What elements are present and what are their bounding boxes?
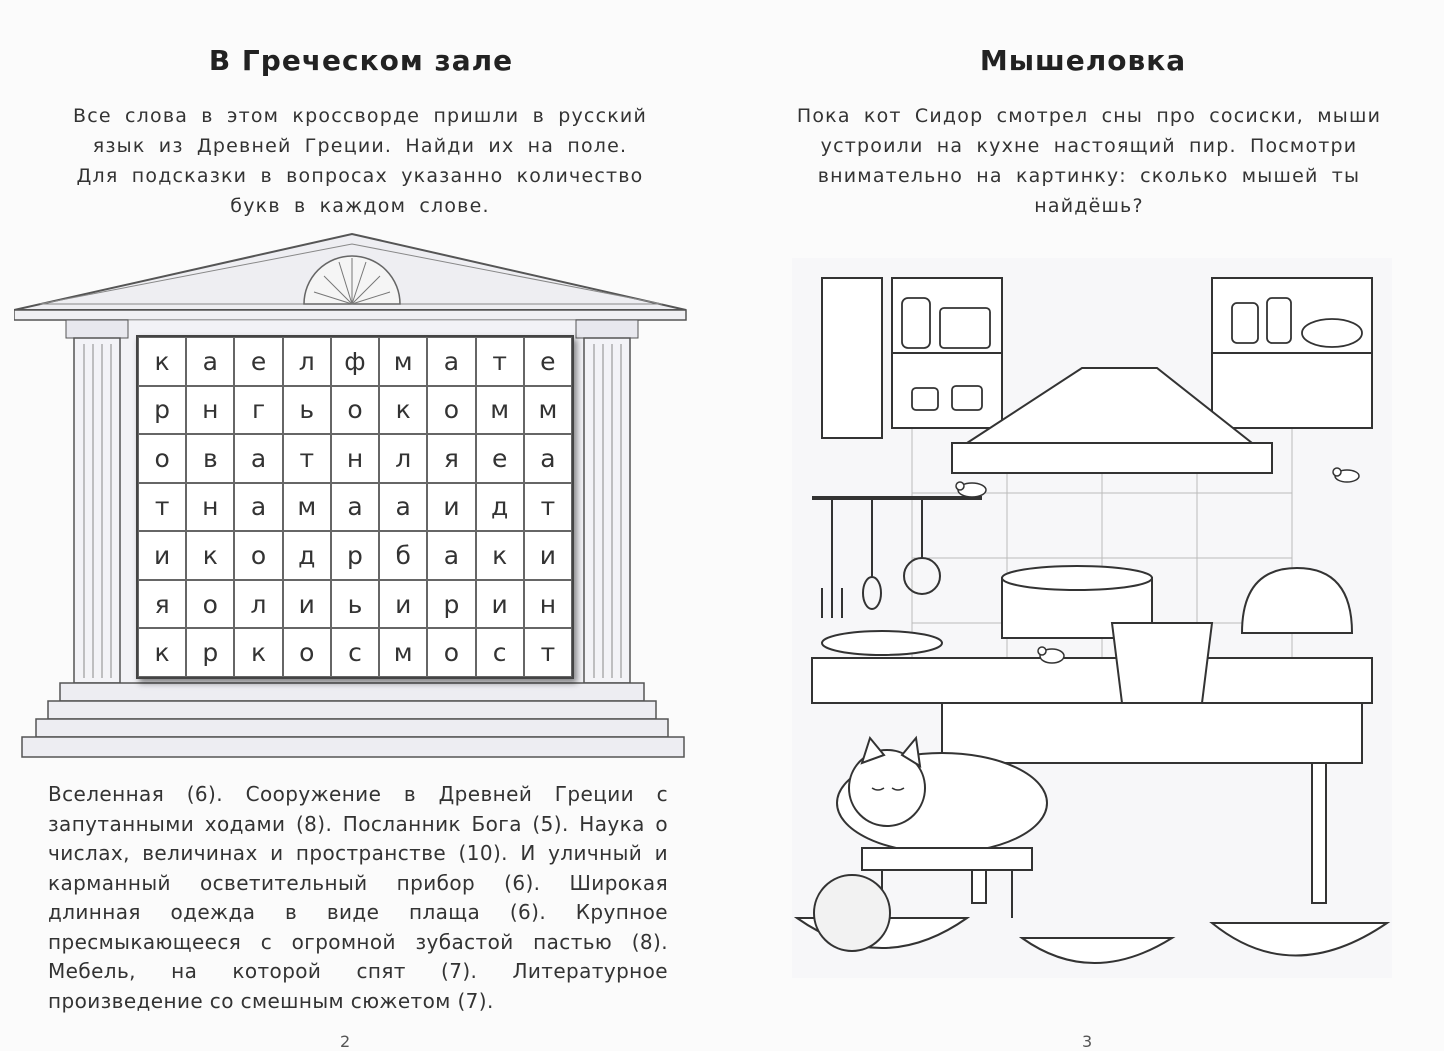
grid-cell: д	[476, 483, 524, 532]
grid-cell: е	[524, 337, 572, 386]
page-number: 3	[1082, 1032, 1093, 1051]
grid-cell: а	[331, 483, 379, 532]
grid-cell: м	[379, 628, 427, 677]
grid-cell: к	[234, 628, 282, 677]
page-number: 2	[340, 1032, 351, 1051]
grid-cell: к	[138, 337, 186, 386]
grid-cell: л	[379, 434, 427, 483]
grid-cell: т	[524, 628, 572, 677]
grid-cell: и	[524, 531, 572, 580]
grid-cell: р	[331, 531, 379, 580]
grid-cell: и	[379, 580, 427, 629]
grid-cell: а	[186, 337, 234, 386]
grid-cell: и	[427, 483, 475, 532]
grid-cell: н	[186, 386, 234, 435]
grid-cell: ь	[331, 580, 379, 629]
word-search-grid	[136, 335, 574, 679]
grid-cell: и	[138, 531, 186, 580]
grid-cell: к	[138, 628, 186, 677]
grid-cell: о	[283, 628, 331, 677]
grid-cell: и	[283, 580, 331, 629]
grid-cell: о	[427, 628, 475, 677]
grid-cell: н	[186, 483, 234, 532]
grid-cell: р	[427, 580, 475, 629]
grid-cell: о	[138, 434, 186, 483]
grid-cell: о	[186, 580, 234, 629]
grid-cell: я	[427, 434, 475, 483]
grid-cell: м	[476, 386, 524, 435]
grid-cell: а	[427, 337, 475, 386]
grid-cell: т	[476, 337, 524, 386]
grid-cell: а	[524, 434, 572, 483]
grid-cell: н	[331, 434, 379, 483]
grid-cell: а	[427, 531, 475, 580]
grid-cell: и	[476, 580, 524, 629]
grid-cell: л	[283, 337, 331, 386]
grid-cell: м	[379, 337, 427, 386]
grid-cell: к	[379, 386, 427, 435]
grid-cell: т	[138, 483, 186, 532]
grid-cell: р	[138, 386, 186, 435]
grid-cell: р	[186, 628, 234, 677]
grid-cell: к	[186, 531, 234, 580]
grid-cell: м	[283, 483, 331, 532]
grid-cell: ф	[331, 337, 379, 386]
grid-cell: е	[476, 434, 524, 483]
grid-cell: с	[331, 628, 379, 677]
grid-cell: с	[476, 628, 524, 677]
grid-cell: о	[331, 386, 379, 435]
grid-cell: е	[234, 337, 282, 386]
grid-cell: т	[524, 483, 572, 532]
intro-text: Пока кот Сидор смотрел сны про сосиски, мыши устроили на кухне настоящий пир. Посмотри внимательно на картинку: сколько мышей ты найдёшь?	[796, 105, 1382, 217]
page-title: В Греческом зале	[208, 44, 514, 77]
grid-cell: д	[283, 531, 331, 580]
grid-cell: н	[524, 580, 572, 629]
kitchen-illustration	[792, 258, 1392, 978]
grid-cell: т	[283, 434, 331, 483]
grid-cell: а	[234, 483, 282, 532]
grid-cell: я	[138, 580, 186, 629]
intro-text: Все слова в этом кроссворде пришли в русский язык из Древней Греции. Найди их на поле. Для подсказки в вопросах указанно количество букв в каждом слове.	[73, 105, 647, 217]
grid-cell: о	[234, 531, 282, 580]
clues-text: Вселенная (6). Сооружение в Древней Греции с запутанными ходами (8). Посланник Бога (5). Наука о числах, величинах и пространстве (10). И уличный и карманный осветительный прибор (6). Широкая длинная одежда в виде плаща (6). Крупное пресмыкающееся с огромной зубастой пастью (8). Мебель, на которой спят (7). Литературное произведение со смешным сюжетом (7).	[48, 782, 668, 1013]
grid-cell: л	[234, 580, 282, 629]
grid-cell: в	[186, 434, 234, 483]
grid-cell: а	[379, 483, 427, 532]
grid-cell: о	[427, 386, 475, 435]
right-page	[722, 0, 1444, 1051]
grid-cell: м	[524, 386, 572, 435]
grid-cell: г	[234, 386, 282, 435]
grid-cell: ь	[283, 386, 331, 435]
grid-cell: а	[234, 434, 282, 483]
grid-cell: к	[476, 531, 524, 580]
page-title: Мышеловка	[979, 44, 1187, 77]
grid-cell: б	[379, 531, 427, 580]
